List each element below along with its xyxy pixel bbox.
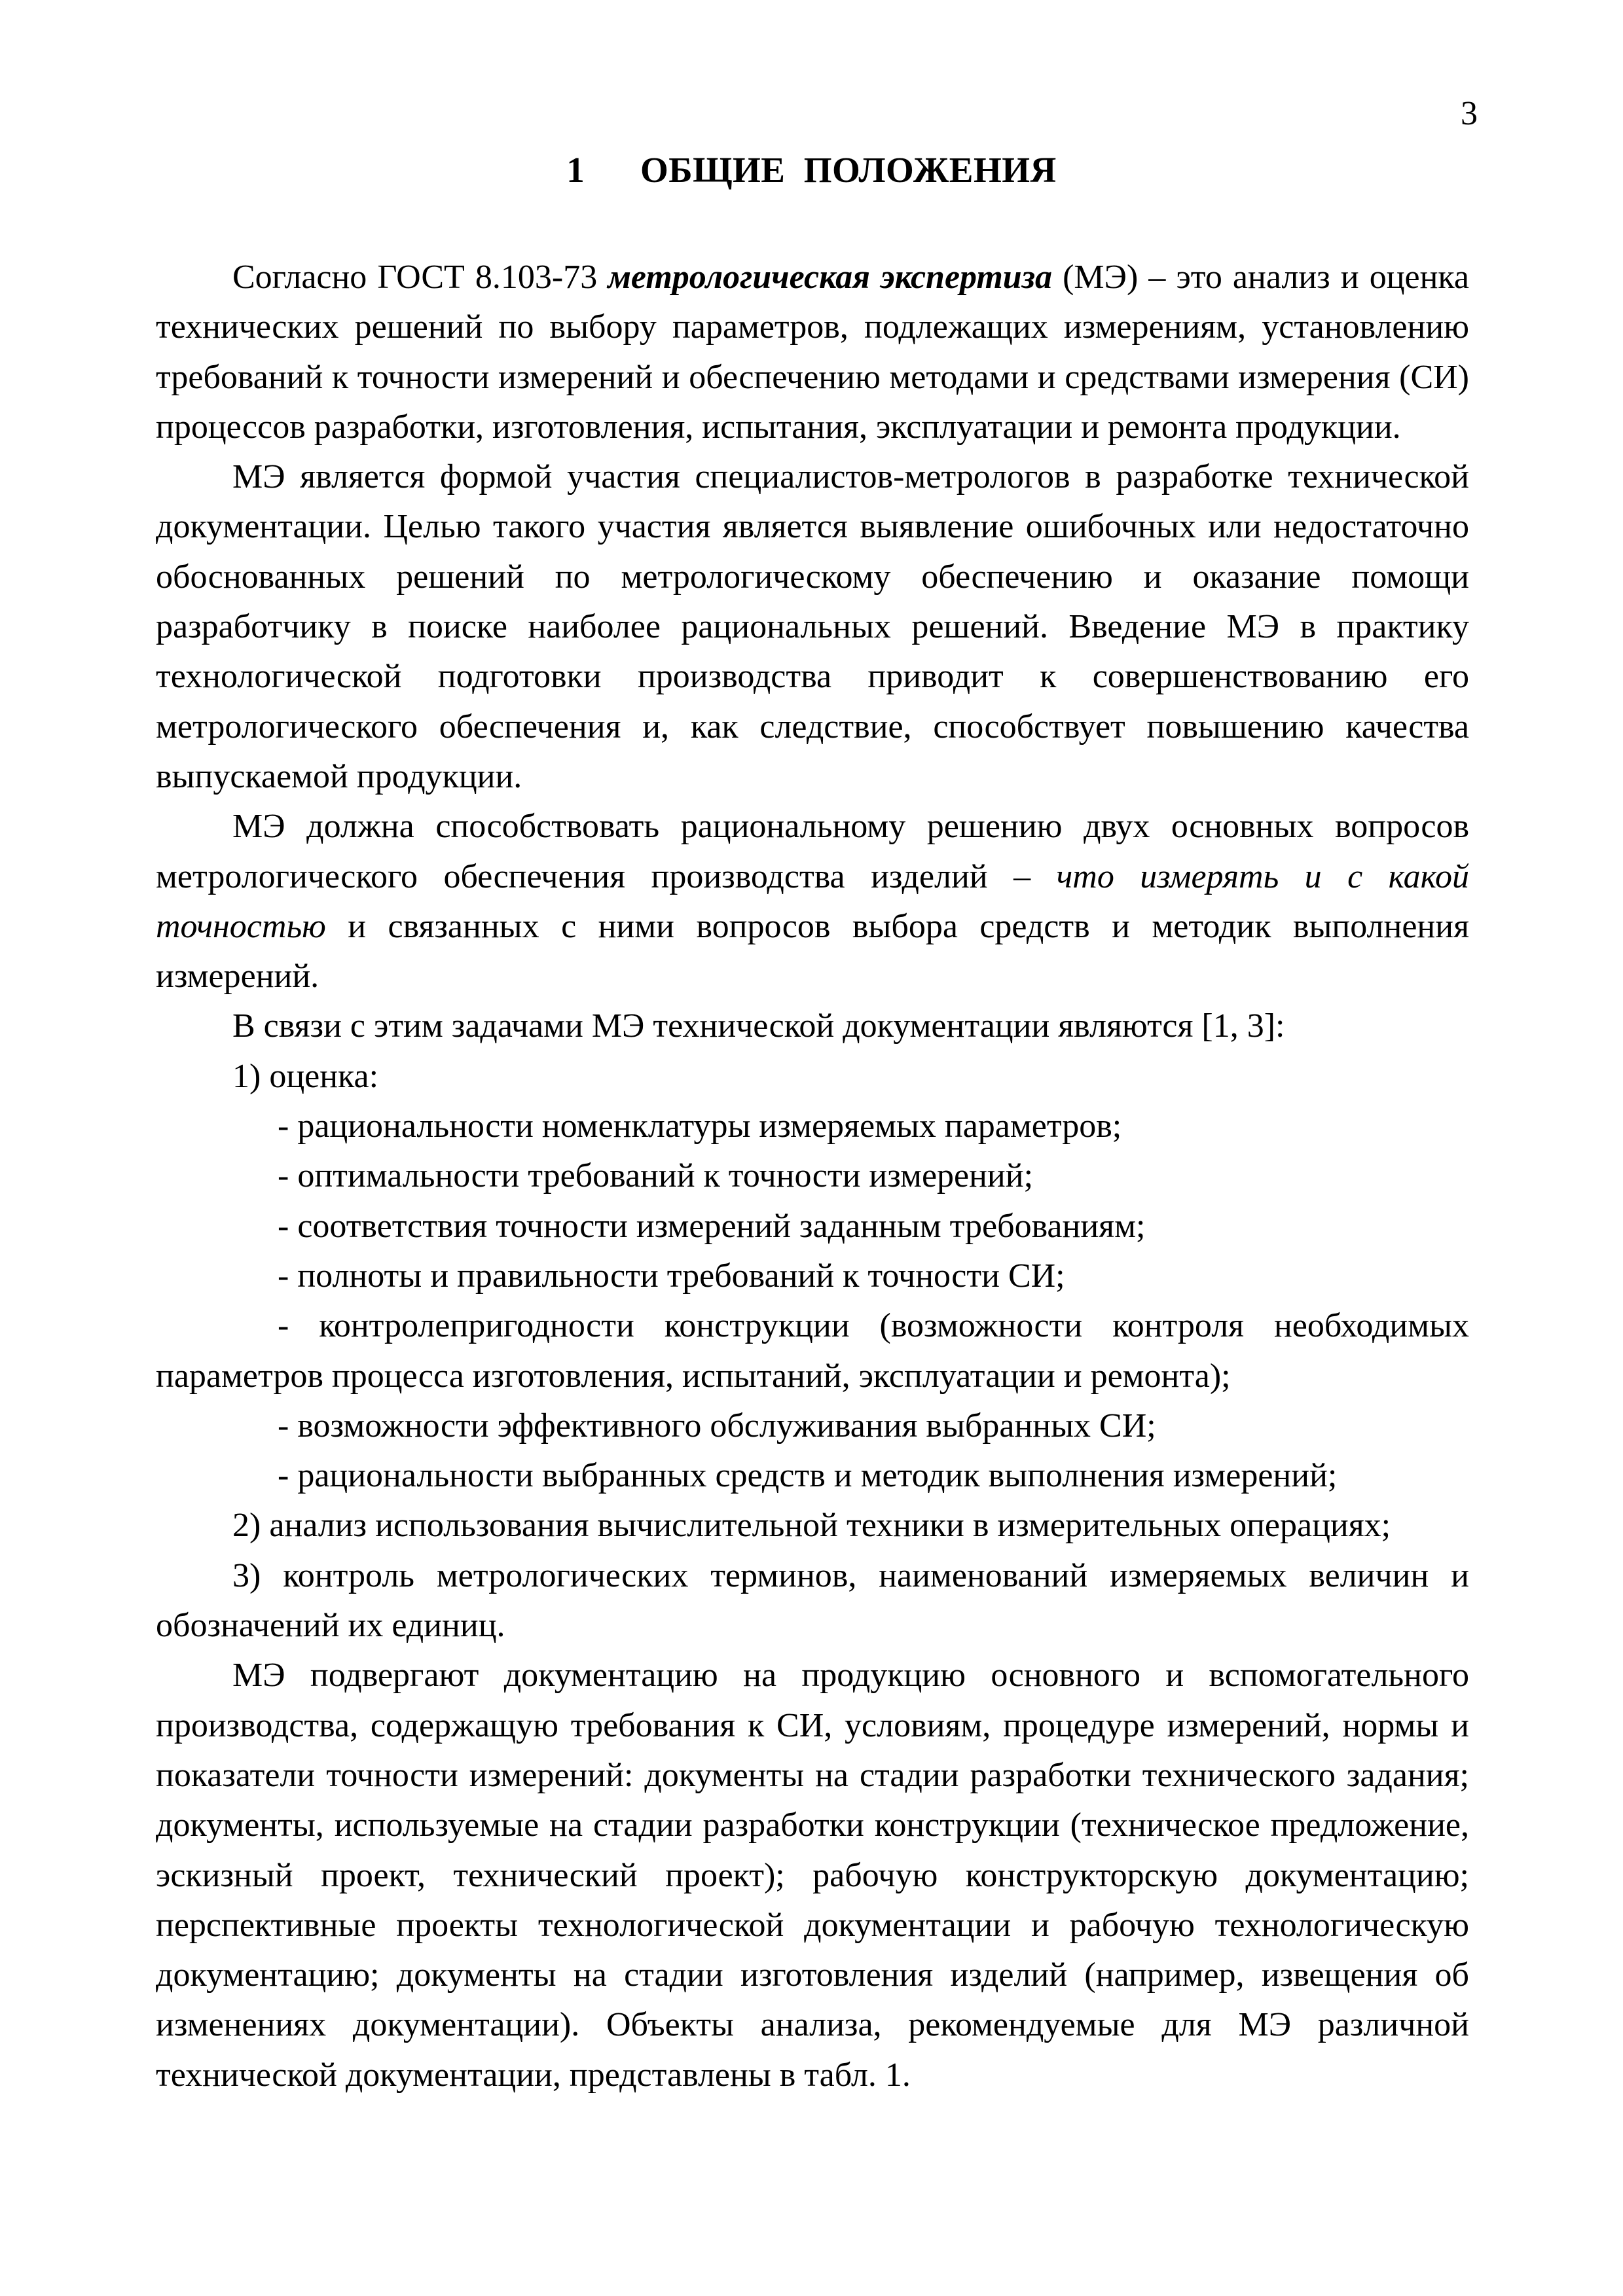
emphasis-text: что измерять и с какой точностью bbox=[156, 857, 1469, 945]
paragraph-documents: МЭ подвергают документацию на продукцию основного и вспомогательного производства, содержащую требования к СИ, условиям, процедуре измерений, нормы и показатели точности измерений: документы на стадии разработки технического задания; документы, используемые на стадии разработки конструкции (техническое предложение, эскизный проект, технический проект); рабочую конструкторскую документацию; перспективные проекты технологической документации и рабочую технологическую документацию; документы на стадии изготовления изделий (например, извещения об изменениях документации). Объекты анализа, рекомендуемые для МЭ различной технической документации, представлены в табл. 1. bbox=[156, 1657, 1469, 2094]
paragraph-questions bbox=[156, 802, 1469, 1001]
task-1-label: 1) оценка: bbox=[232, 1057, 379, 1095]
page-number: 3 bbox=[1461, 95, 1478, 132]
task-1-item: - оптимальности требований к точности измерений; bbox=[278, 1157, 1034, 1195]
paragraph-definition-rest: (МЭ) – это анализ и оценка технических решений по выбору параметров, подлежащих измерениям, установлению требований к точности измерений и обеспечению методами и средствами измерения (СИ) процессов разработки, изготовления, испытания, эксплуатации и ремонта продукции. bbox=[156, 259, 1469, 446]
section-number: 1 bbox=[566, 150, 585, 190]
body-text bbox=[156, 253, 1469, 2100]
task-1-item: - полноты и правильности требований к точности СИ; bbox=[278, 1257, 1065, 1295]
paragraph-definition bbox=[156, 253, 1469, 452]
task-1-item: - рациональности номенклатуры измеряемых параметров; bbox=[278, 1107, 1122, 1145]
task-1-item: - соответствия точности измерений заданным требованиям; bbox=[278, 1207, 1146, 1245]
task-2: 2) анализ использования вычислительной техники в измерительных операциях; bbox=[232, 1507, 1391, 1545]
paragraph-questions-lead: МЭ должна способствовать рациональному решению двух основных вопросов метрологического обеспечения производства изделий – bbox=[156, 808, 1469, 895]
section-title: ОБЩИЕ ПОЛОЖЕНИЯ bbox=[640, 150, 1057, 190]
paragraph-questions-rest: и связанных с ними вопросов выбора средств и методик выполнения измерений. bbox=[156, 907, 1469, 996]
task-1-item: - возможности эффективного обслуживания выбранных СИ; bbox=[278, 1407, 1156, 1444]
defined-term: метрологическая экспертиза bbox=[608, 259, 1052, 296]
task-1-item: - контролепригодности конструкции (возможности контроля необходимых параметров процесса изготовления, испытаний, эксплуатации и ремонта); bbox=[156, 1307, 1469, 1395]
section-heading bbox=[0, 152, 1623, 188]
task-3: 3) контроль метрологических терминов, наименований измеряемых величин и обозначений их единиц. bbox=[156, 1556, 1469, 1645]
task-1-item: - рациональности выбранных средств и методик выполнения измерений; bbox=[278, 1457, 1338, 1495]
tasks-intro: В связи с этим задачами МЭ технической документации являются [1, 3]: bbox=[232, 1007, 1285, 1045]
paragraph-purpose: МЭ является формой участия специалистов-метрологов в разработке технической документации. Целью такого участия является выявление ошибочных или недостаточно обоснованных решений по метрологическому обеспечению и оказание помощи разработчику в поиске наиболее рациональных решений. Введение МЭ в практику технологической подготовки производства приводит к совершенствованию его метрологического обеспечения и, как следствие, способствует повышению качества выпускаемой продукции. bbox=[156, 458, 1469, 795]
paragraph-definition-lead: Согласно ГОСТ 8.103-73 bbox=[232, 259, 608, 296]
